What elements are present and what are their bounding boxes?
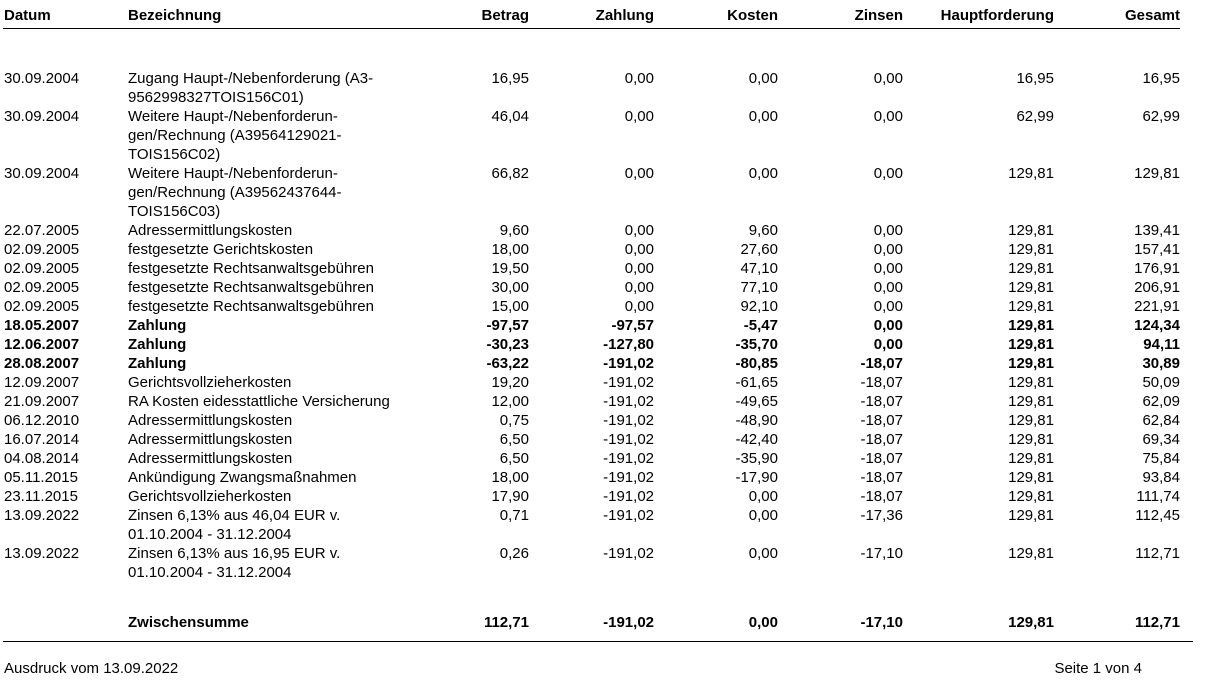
print-date: Ausdruck vom 13.09.2022 (4, 660, 179, 677)
cell-betrag: 46,04 (491, 108, 529, 125)
cell-bezeichnung: RA Kosten eidesstattliche Versicherung (128, 393, 390, 410)
cell-zahlung: 0,00 (624, 70, 654, 87)
cell-zahlung: 0,00 (624, 241, 654, 258)
cell-datum: 02.09.2005 (4, 260, 80, 277)
cell-hauptforderung: 129,81 (1008, 355, 1054, 372)
cell-bezeichnung: Weitere Haupt-/Nebenforderun- gen/Rechnung (A39562437644- TOIS156C03) (128, 165, 342, 220)
cell-zahlung: 0,00 (624, 165, 654, 182)
cell-bezeichnung: Zahlung (128, 355, 187, 372)
cell-gesamt: 30,89 (1142, 355, 1180, 372)
cell-gesamt: 94,11 (1143, 336, 1180, 353)
cell-kosten: 0,00 (748, 70, 778, 87)
cell-zinsen: -18,07 (860, 412, 903, 429)
cell-zahlung: 0,00 (624, 260, 654, 277)
cell-zinsen: -18,07 (860, 469, 903, 486)
cell-datum: 12.06.2007 (4, 336, 80, 353)
cell-kosten: -61,65 (735, 374, 778, 391)
cell-gesamt: 93,84 (1142, 469, 1180, 486)
cell-gesamt: 69,34 (1142, 431, 1180, 448)
subtotal-label: Zwischensumme (128, 614, 249, 631)
cell-hauptforderung: 129,81 (1008, 393, 1054, 410)
cell-gesamt: 157,41 (1134, 241, 1180, 258)
cell-betrag: 0,71 (499, 507, 529, 524)
cell-gesamt: 112,71 (1135, 545, 1180, 562)
cell-zinsen: -18,07 (860, 431, 903, 448)
cell-zahlung: -191,02 (603, 374, 654, 391)
cell-kosten: -35,90 (735, 450, 778, 467)
cell-zahlung: -191,02 (603, 412, 654, 429)
cell-kosten: 77,10 (740, 279, 778, 296)
cell-zinsen: 0,00 (873, 165, 903, 182)
cell-zinsen: 0,00 (873, 241, 903, 258)
cell-hauptforderung: 129,81 (1008, 545, 1054, 562)
cell-betrag: 6,50 (499, 450, 529, 467)
cell-kosten: 0,00 (748, 108, 778, 125)
cell-gesamt: 50,09 (1142, 374, 1180, 391)
cell-gesamt: 124,34 (1134, 317, 1180, 334)
cell-zinsen: -17,10 (860, 545, 903, 562)
cell-kosten: -49,65 (735, 393, 778, 410)
cell-bezeichnung: Adressermittlungskosten (128, 450, 293, 467)
cell-betrag: 0,26 (499, 545, 529, 562)
cell-zahlung: 0,00 (624, 298, 654, 315)
cell-bezeichnung: festgesetzte Rechtsanwaltsgebühren (128, 260, 374, 277)
cell-zahlung: -191,02 (603, 431, 654, 448)
cell-kosten: 47,10 (740, 260, 778, 277)
cell-datum: 05.11.2015 (4, 469, 78, 486)
cell-kosten: 0,00 (748, 545, 778, 562)
footer-divider (3, 641, 1193, 642)
cell-gesamt: 206,91 (1134, 279, 1180, 296)
cell-datum: 02.09.2005 (4, 298, 80, 315)
cell-hauptforderung: 129,81 (1008, 469, 1054, 486)
cell-hauptforderung: 62,99 (1016, 108, 1054, 125)
cell-hauptforderung: 129,81 (1008, 317, 1054, 334)
cell-betrag: -63,22 (486, 355, 529, 372)
cell-zinsen: 0,00 (873, 260, 903, 277)
subtotal-hauptforderung: 129,81 (1008, 614, 1054, 631)
cell-betrag: 19,50 (491, 260, 529, 277)
cell-kosten: 0,00 (748, 488, 778, 505)
cell-bezeichnung: Zahlung (128, 317, 187, 334)
subtotal-zinsen: -17,10 (860, 614, 903, 631)
cell-kosten: 0,00 (748, 165, 778, 182)
cell-hauptforderung: 129,81 (1008, 165, 1054, 182)
subtotal-gesamt: 112,71 (1134, 614, 1180, 631)
cell-betrag: 12,00 (491, 393, 529, 410)
cell-betrag: 17,90 (491, 488, 529, 505)
cell-gesamt: 62,84 (1142, 412, 1180, 429)
cell-gesamt: 62,99 (1142, 108, 1180, 125)
cell-zinsen: -18,07 (860, 488, 903, 505)
cell-gesamt: 62,09 (1142, 393, 1180, 410)
table-header (0, 6, 1218, 26)
cell-hauptforderung: 129,81 (1008, 260, 1054, 277)
cell-zahlung: -191,02 (603, 488, 654, 505)
cell-zahlung: -191,02 (603, 507, 654, 524)
header-zinsen: Zinsen (854, 7, 903, 24)
cell-betrag: 16,95 (491, 70, 529, 87)
cell-zinsen: -18,07 (860, 450, 903, 467)
cell-zinsen: -18,07 (860, 374, 903, 391)
cell-datum: 30.09.2004 (4, 165, 80, 182)
cell-bezeichnung: Adressermittlungskosten (128, 412, 293, 429)
cell-hauptforderung: 129,81 (1008, 279, 1054, 296)
cell-hauptforderung: 129,81 (1008, 222, 1054, 239)
cell-kosten: 9,60 (748, 222, 778, 239)
page-number: Seite 1 von 4 (1054, 660, 1142, 677)
cell-bezeichnung: Weitere Haupt-/Nebenforderun- gen/Rechnung (A39564129021- TOIS156C02) (128, 108, 342, 163)
cell-hauptforderung: 129,81 (1008, 336, 1054, 353)
cell-bezeichnung: Adressermittlungskosten (128, 431, 293, 448)
cell-datum: 13.09.2022 (4, 507, 80, 524)
cell-betrag: 6,50 (499, 431, 529, 448)
cell-kosten: 0,00 (748, 507, 778, 524)
cell-gesamt: 139,41 (1134, 222, 1180, 239)
cell-zinsen: 0,00 (873, 317, 903, 334)
cell-betrag: -97,57 (486, 317, 529, 334)
cell-kosten: 92,10 (740, 298, 778, 315)
cell-kosten: -48,90 (735, 412, 778, 429)
cell-betrag: -30,23 (486, 336, 529, 353)
cell-bezeichnung: Ankündigung Zwangsmaßnahmen (128, 469, 357, 486)
cell-hauptforderung: 129,81 (1008, 507, 1054, 524)
cell-betrag: 18,00 (491, 241, 529, 258)
cell-hauptforderung: 129,81 (1008, 298, 1054, 315)
cell-bezeichnung: festgesetzte Rechtsanwaltsgebühren (128, 279, 374, 296)
cell-zinsen: -18,07 (860, 393, 903, 410)
header-gesamt: Gesamt (1124, 7, 1180, 24)
cell-zahlung: 0,00 (624, 108, 654, 125)
cell-datum: 30.09.2004 (4, 70, 80, 87)
header-divider (3, 28, 1180, 29)
cell-hauptforderung: 16,95 (1016, 70, 1054, 87)
cell-zahlung: -191,02 (603, 545, 654, 562)
cell-zahlung: -191,02 (603, 355, 654, 372)
cell-zinsen: 0,00 (873, 108, 903, 125)
header-zahlung: Zahlung (595, 7, 654, 24)
cell-kosten: -80,85 (735, 355, 778, 372)
cell-zinsen: 0,00 (873, 279, 903, 296)
cell-datum: 12.09.2007 (4, 374, 80, 391)
header-bezeichnung: Bezeichnung (128, 7, 222, 24)
subtotal-betrag: 112,71 (483, 614, 529, 631)
cell-datum: 02.09.2005 (4, 279, 80, 296)
cell-kosten: -17,90 (735, 469, 778, 486)
cell-gesamt: 75,84 (1142, 450, 1180, 467)
cell-zahlung: -191,02 (603, 450, 654, 467)
cell-betrag: 9,60 (499, 222, 529, 239)
cell-bezeichnung: festgesetzte Gerichtskosten (128, 241, 314, 258)
cell-zinsen: 0,00 (873, 298, 903, 315)
cell-datum: 02.09.2005 (4, 241, 80, 258)
cell-bezeichnung: Zahlung (128, 336, 187, 353)
cell-gesamt: 129,81 (1134, 165, 1180, 182)
header-kosten: Kosten (727, 7, 778, 24)
cell-gesamt: 16,95 (1142, 70, 1180, 87)
cell-zahlung: 0,00 (624, 222, 654, 239)
cell-datum: 21.09.2007 (4, 393, 80, 410)
cell-datum: 18.05.2007 (4, 317, 80, 334)
cell-betrag: 66,82 (491, 165, 529, 182)
cell-hauptforderung: 129,81 (1008, 488, 1054, 505)
cell-bezeichnung: Zinsen 6,13% aus 46,04 EUR v. 01.10.2004 - 31.12.2004 (128, 507, 341, 543)
cell-gesamt: 221,91 (1134, 298, 1180, 315)
header-hauptforderung: Hauptforderung (940, 7, 1054, 24)
cell-bezeichnung: festgesetzte Rechtsanwaltsgebühren (128, 298, 374, 315)
cell-hauptforderung: 129,81 (1008, 412, 1054, 429)
cell-bezeichnung: Zinsen 6,13% aus 16,95 EUR v. 01.10.2004 - 31.12.2004 (128, 545, 341, 581)
cell-zinsen: -18,07 (860, 355, 903, 372)
cell-datum: 30.09.2004 (4, 108, 80, 125)
cell-hauptforderung: 129,81 (1008, 450, 1054, 467)
cell-zahlung: -191,02 (603, 469, 654, 486)
cell-betrag: 19,20 (491, 374, 529, 391)
cell-kosten: -42,40 (735, 431, 778, 448)
cell-datum: 22.07.2005 (4, 222, 80, 239)
cell-bezeichnung: Adressermittlungskosten (128, 222, 293, 239)
cell-gesamt: 111,74 (1136, 488, 1180, 505)
cell-zinsen: 0,00 (873, 222, 903, 239)
cell-datum: 23.11.2015 (4, 488, 78, 505)
cell-datum: 06.12.2010 (4, 412, 80, 429)
cell-kosten: 27,60 (740, 241, 778, 258)
cell-zinsen: -17,36 (860, 507, 903, 524)
cell-datum: 13.09.2022 (4, 545, 80, 562)
cell-betrag: 30,00 (491, 279, 529, 296)
header-betrag: Betrag (481, 7, 529, 24)
subtotal-kosten: 0,00 (748, 614, 778, 631)
cell-hauptforderung: 129,81 (1008, 431, 1054, 448)
cell-datum: 04.08.2014 (4, 450, 80, 467)
cell-bezeichnung: Gerichtsvollzieherkosten (128, 374, 292, 391)
cell-zinsen: 0,00 (873, 336, 903, 353)
cell-gesamt: 176,91 (1134, 260, 1180, 277)
cell-zahlung: -97,57 (611, 317, 654, 334)
cell-kosten: -5,47 (743, 317, 778, 334)
cell-hauptforderung: 129,81 (1008, 241, 1054, 258)
cell-bezeichnung: Gerichtsvollzieherkosten (128, 488, 292, 505)
cell-betrag: 15,00 (491, 298, 529, 315)
header-datum: Datum (4, 7, 51, 24)
cell-zahlung: -191,02 (603, 393, 654, 410)
cell-datum: 16.07.2014 (4, 431, 80, 448)
subtotal-zahlung: -191,02 (603, 614, 654, 631)
cell-zahlung: 0,00 (624, 279, 654, 296)
cell-bezeichnung: Zugang Haupt-/Nebenforderung (A3- 9562998327TOIS156C01) (128, 70, 374, 106)
cell-zahlung: -127,80 (603, 336, 654, 353)
cell-betrag: 0,75 (499, 412, 529, 429)
cell-betrag: 18,00 (491, 469, 529, 486)
cell-hauptforderung: 129,81 (1008, 374, 1054, 391)
cell-datum: 28.08.2007 (4, 355, 80, 372)
cell-kosten: -35,70 (735, 336, 778, 353)
cell-gesamt: 112,45 (1135, 507, 1180, 524)
cell-zinsen: 0,00 (873, 70, 903, 87)
